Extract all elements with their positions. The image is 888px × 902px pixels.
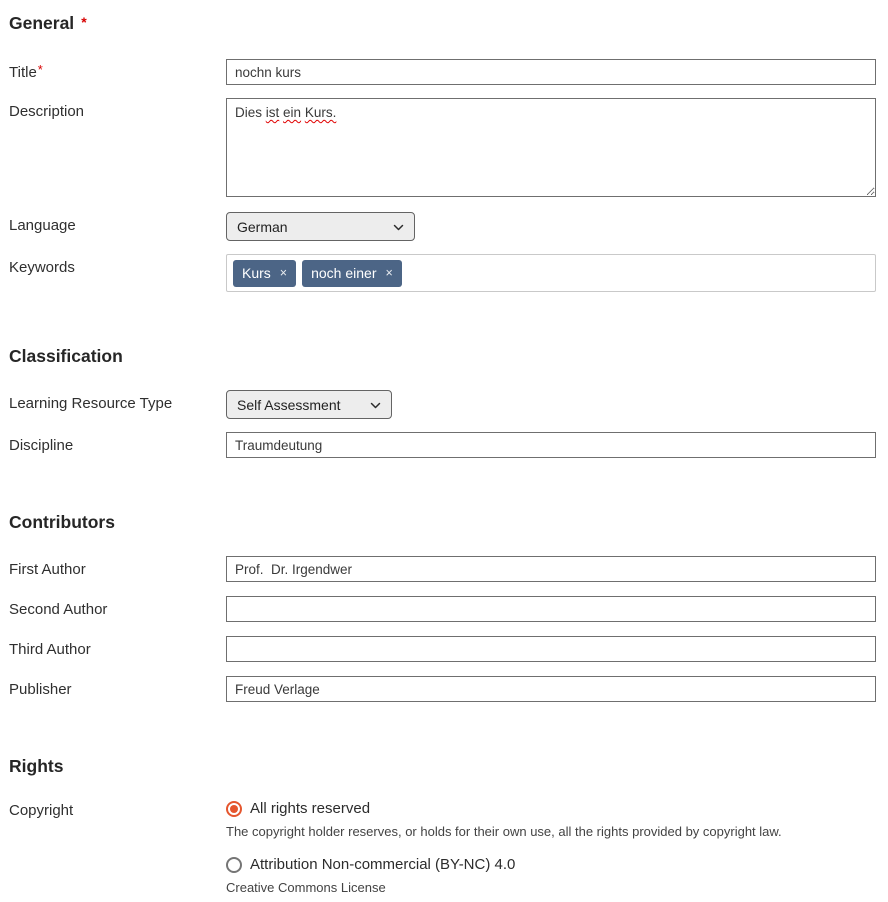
first-author-label: First Author (9, 561, 86, 578)
field-row-third-author (9, 636, 876, 662)
section-heading-contributors: Contributors (9, 512, 115, 532)
title-label-text: Title (9, 64, 37, 81)
field-row-first-author (9, 556, 876, 582)
field-row-copyright (9, 799, 876, 896)
third-author-label: Third Author (9, 641, 91, 658)
field-row-description (9, 98, 876, 197)
copyright-option-all-rights-reserved[interactable] (226, 799, 876, 819)
section-heading-rights: Rights (9, 756, 64, 776)
radio-button-unselected[interactable] (226, 857, 242, 873)
learning-resource-type-select-value: Self Assessment (237, 396, 341, 413)
radio-button-selected[interactable] (226, 801, 242, 817)
section-heading-classification: Classification (9, 346, 123, 366)
language-select-value: German (237, 218, 288, 235)
learning-resource-type-select[interactable] (226, 390, 392, 419)
chevron-down-icon (392, 221, 405, 234)
section-heading-general-text: General (9, 13, 75, 33)
misspelled-word: Kurs. (304, 105, 337, 120)
third-author-input[interactable] (226, 636, 876, 662)
radio-option-description: The copyright holder reserves, or holds for their own use, all the rights provided by copyright law. (226, 824, 782, 839)
description-text: Dies (235, 105, 266, 120)
remove-keyword-icon[interactable]: × (385, 265, 393, 280)
keywords-label: Keywords (9, 259, 75, 276)
field-row-discipline (9, 432, 876, 458)
chevron-down-icon (369, 399, 382, 412)
section-heading-general (9, 0, 876, 35)
radio-option-label: Attribution Non-commercial (BY-NC) 4.0 (250, 856, 516, 873)
copyright-option-by-nc[interactable] (226, 855, 876, 875)
remove-keyword-icon[interactable]: × (279, 265, 288, 280)
discipline-label: Discipline (9, 437, 74, 454)
second-author-label: Second Author (9, 601, 108, 618)
keyword-tag[interactable] (233, 260, 296, 287)
keyword-tag[interactable] (302, 260, 402, 287)
radio-option-label: All rights reserved (250, 800, 371, 817)
keyword-tag-text: Kurs (242, 264, 271, 281)
required-asterisk: * (37, 62, 43, 77)
field-row-second-author (9, 596, 876, 622)
publisher-input[interactable] (226, 676, 876, 702)
field-row-publisher (9, 676, 876, 702)
discipline-input[interactable] (226, 432, 876, 458)
field-row-title (9, 59, 876, 85)
copyright-label: Copyright (9, 802, 74, 819)
description-label: Description (9, 103, 85, 120)
field-row-keywords (9, 254, 876, 292)
description-textarea[interactable] (226, 98, 876, 197)
publisher-label: Publisher (9, 681, 72, 698)
title-input[interactable] (226, 59, 876, 85)
second-author-input[interactable] (226, 596, 876, 622)
first-author-input[interactable] (226, 556, 876, 582)
language-label: Language (9, 217, 76, 234)
field-row-language (9, 212, 876, 241)
radio-option-description: Creative Commons License (226, 880, 386, 895)
field-row-learning-resource-type (9, 390, 876, 419)
keywords-input[interactable] (226, 254, 876, 292)
keyword-tag-text: noch einer (311, 264, 377, 281)
learning-resource-type-label: Learning Resource Type (9, 395, 173, 412)
required-asterisk: * (81, 14, 87, 30)
language-select[interactable] (226, 212, 415, 241)
title-label (9, 59, 226, 82)
misspelled-word: ist (265, 105, 280, 120)
misspelled-word: ein (283, 105, 302, 120)
